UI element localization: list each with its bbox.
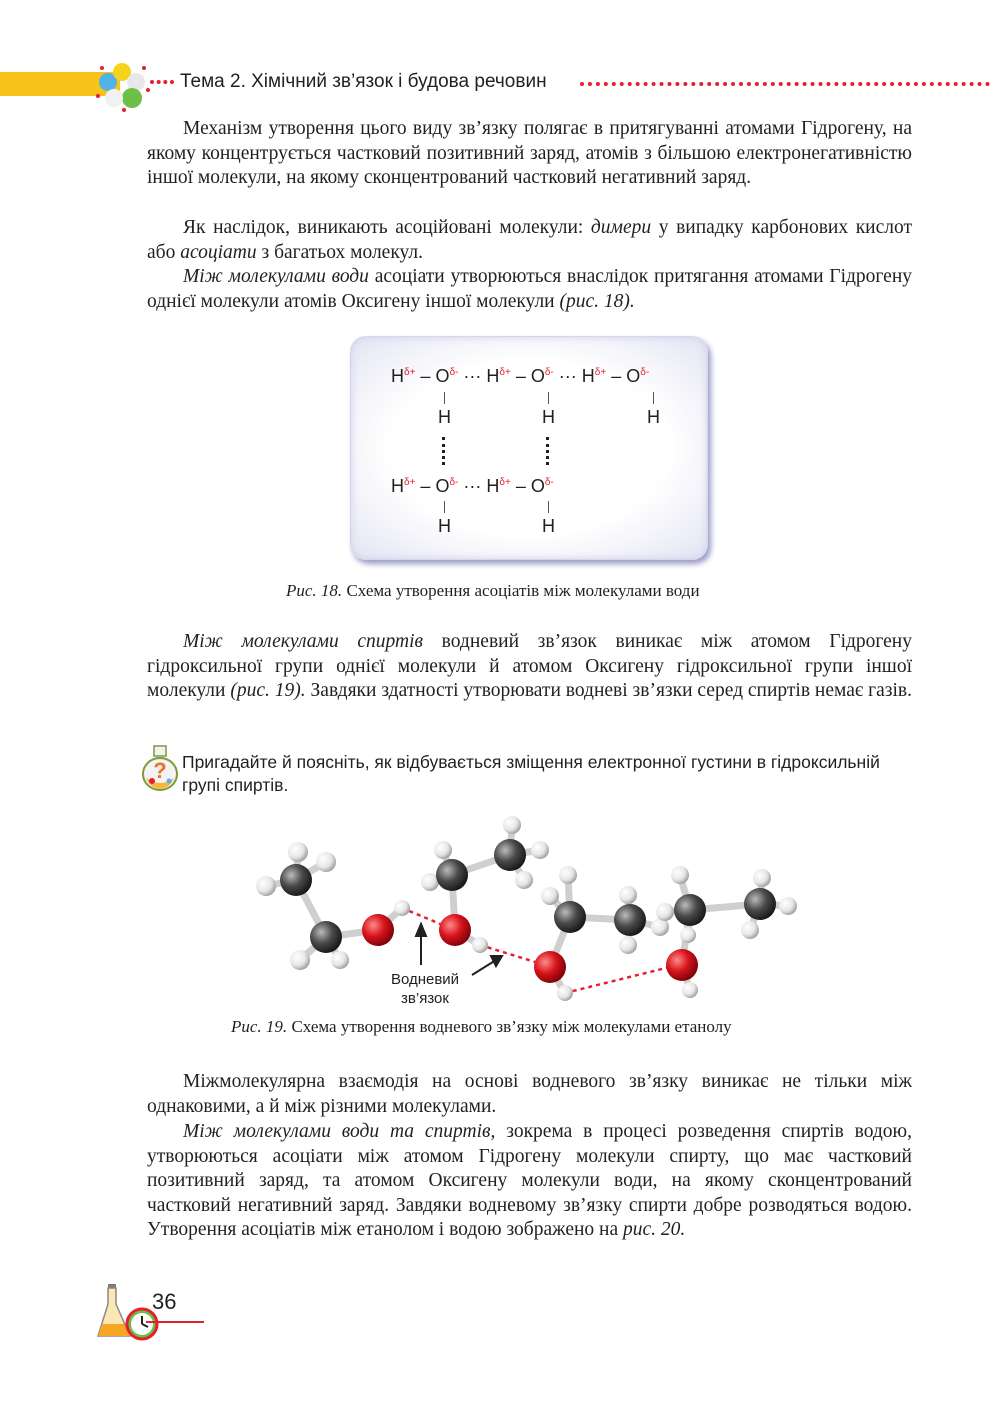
atom-h: H [542,407,555,427]
term-associates: асоціати [180,241,257,263]
question-flask-icon [140,744,180,792]
bond-vertical [548,392,549,404]
charge-plus: δ+ [404,367,416,378]
header-dots-right [580,82,990,90]
formula-row-2 [391,476,554,497]
hydrogen-bond: ··· [463,366,482,386]
charge-minus: δ- [449,477,459,488]
label-line: зв’язок [401,990,449,1007]
term-alcohols: Між молекулами спиртів [183,631,424,652]
bond: – [611,366,622,386]
atom-o: O [530,476,545,496]
bond-vertical [444,501,445,513]
bond-vertical [444,392,445,404]
atom-h: H [391,476,404,496]
atom-o: O [435,476,450,496]
figure-reference: рис. 20. [623,1219,686,1240]
paragraph-6-text: зокрема в процесі розведення спиртів водою, утворюються асоціати між атомом Гідрогену молекули спирту, що має частковий позитивний заряд, та атомом Оксигену молекули води, на якому сконцентрований частковий негативний заряд. Завдяки водневому зв’язку спирти добре розводяться водою. Утворення асоціатів між етанолом і водою зображено на [147,1121,912,1240]
charge-plus: δ+ [404,477,416,488]
bond: – [515,366,526,386]
paragraph-2-text: у випадку карбонових кислот або [147,217,913,263]
paragraph-2-text: з багатьох молекул. [256,241,424,263]
figure-18-caption [286,581,700,601]
page-number-underline [146,1321,204,1323]
bond: – [420,366,431,386]
header-dots-left [150,80,174,88]
hydrogen-bond: ··· [558,366,577,386]
bond-vertical [653,392,654,404]
charge-plus: δ+ [499,367,511,378]
paragraph-4-text: водневий зв’язок виникає між атомом Гідрогену гідроксильної групи однієї молекули й атомом Оксигену гідроксильної групи іншої молекули [147,631,912,701]
atom-o: O [530,366,545,386]
atom-o: O [626,366,641,386]
caption-text: Схема утворення водневого зв’язку між молекулами етанолу [287,1017,732,1036]
charge-plus: δ+ [499,477,511,488]
hydrogen-bond-vertical [442,437,445,465]
caption-number: Рис. 18. [286,581,343,600]
caption-number: Рис. 19. [231,1017,288,1036]
caption-text: Схема утворення асоціатів між молекулами води [342,581,700,600]
paragraph-2-text: Як наслідок, виникають асоційовані молекули: [183,217,591,238]
atom-h: H [438,516,451,536]
figure-19-caption [231,1017,732,1037]
charge-plus: δ+ [594,367,607,378]
paragraph-1: Механізм утворення цього виду зв’язку полягає в притягуванні атомами Гідрогену, на якому концентрується частковий позитивний заряд, атомів з більшою електронегативністю іншої молекули, на якому сконцентрований частковий негативний заряд. [147,118,912,188]
charge-minus: δ- [449,367,459,378]
bond: – [515,476,526,496]
hydrogen-bond: ··· [463,476,482,496]
figure-reference: (рис. 18). [559,290,635,312]
term-water-alcohols: Між молекулами води та спиртів, [183,1121,496,1142]
paragraph-4 [147,630,912,704]
formula-row-1 [391,366,649,387]
task-text: Пригадайте й поясніть, як відбувається зміщення електронної густини в гідроксильній групі спиртів. [182,752,880,795]
page-number: 36 [152,1289,177,1314]
figure-reference: (рис. 19). [230,680,306,701]
label-line: Водневий [390,971,460,988]
paragraph-6 [147,1120,912,1243]
svg-text:?: ? [153,758,167,783]
bond-vertical [548,501,549,513]
atom-o: O [435,366,450,386]
atom-h: H [438,407,451,427]
atom-h: H [486,476,500,496]
term-dimers: димери [590,217,652,238]
paragraph-4-text: Завдяки здатності утворювати водневі зв’язки серед спиртів немає газів. [305,680,912,701]
atom-h: H [391,366,404,386]
charge-minus: δ- [640,367,650,378]
charge-minus: δ- [544,367,554,378]
hydrogen-bond-vertical [546,437,549,465]
paragraph-3 [147,265,912,314]
atom-h: H [542,516,555,536]
hydrogen-bond-label [380,970,470,1008]
bond: – [420,476,431,496]
paragraph-3-text: асоціати утворюються внаслідок притягання атомами Гідрогену однієї молекули атомів Оксигену іншої молекули [147,266,913,312]
paragraph-5: Міжмолекулярна взаємодія на основі водневого зв’язку виникає не тільки між однаковими, а й між різними молекулами. [147,1071,912,1117]
atom-h: H [486,366,500,386]
ethanol-molecules-figure [240,800,820,1010]
term-water: Між молекулами води [183,266,369,287]
atom-h: H [647,407,660,427]
atom-h: H [581,366,595,386]
chapter-title: Тема 2. Хімічний зв’язок і будова речовин [180,71,547,92]
charge-minus: δ- [544,477,554,488]
paragraph-2 [147,216,912,265]
molecule-logo-icon [94,58,152,112]
